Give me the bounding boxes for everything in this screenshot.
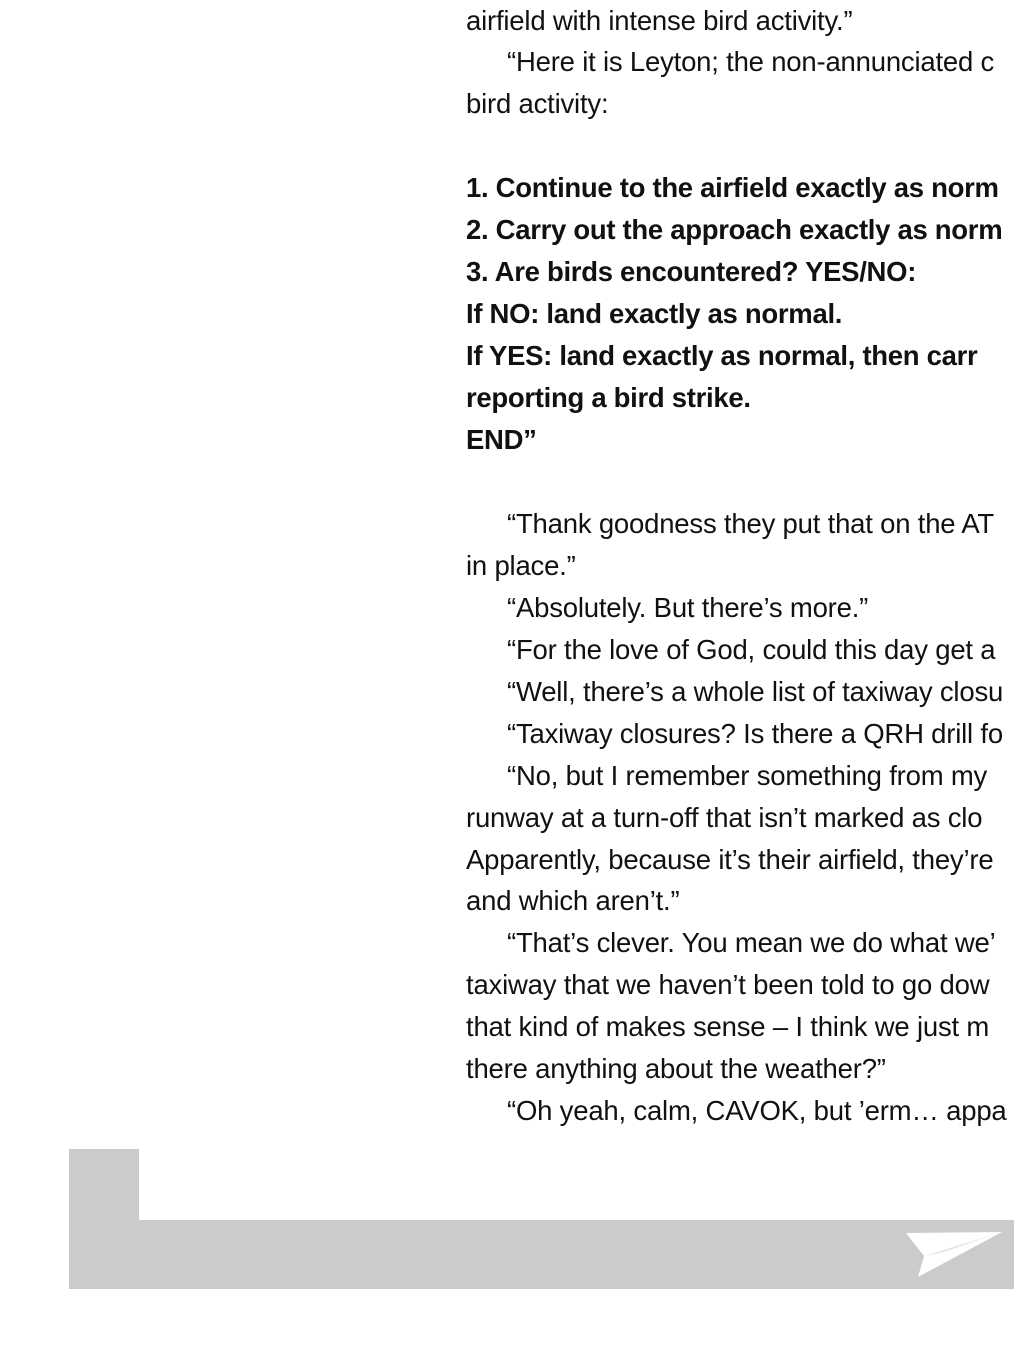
- text-line: in place.”: [466, 550, 576, 581]
- checklist-line: 1. Continue to the airfield exactly as norm: [466, 172, 999, 203]
- text-line: “Thank goodness they put that on the AT: [507, 508, 995, 539]
- text-line: there anything about the weather?”: [466, 1053, 886, 1084]
- text-line: airfield with intense bird activity.”: [466, 5, 853, 36]
- text-line: “Well, there’s a whole list of taxiway closu: [507, 676, 1004, 707]
- text-line: “No, but I remember something from my: [507, 760, 988, 791]
- footer-band: [69, 1220, 1014, 1289]
- text-line: “Oh yeah, calm, CAVOK, but ’erm… appa: [507, 1095, 1007, 1126]
- text-line: “Here it is Leyton; the non-annunciated c: [507, 46, 995, 77]
- checklist-line: END”: [466, 424, 537, 455]
- text-line: bird activity:: [466, 88, 609, 119]
- paper-plane-icon: [904, 1230, 1004, 1280]
- checklist-line: If YES: land exactly as normal, then carr: [466, 340, 978, 371]
- checklist-line: 3. Are birds encountered? YES/NO:: [466, 256, 917, 287]
- text-line: that kind of makes sense – I think we just m: [466, 1011, 990, 1042]
- footer-tab: [69, 1149, 139, 1224]
- checklist-line: 2. Carry out the approach exactly as norm: [466, 214, 1003, 245]
- book-page-text: [466, 0, 1024, 1150]
- text-line: “Absolutely. But there’s more.”: [507, 592, 869, 623]
- text-line: Apparently, because it’s their airfield, they’re: [466, 844, 994, 875]
- text-line: and which aren’t.”: [466, 885, 680, 916]
- checklist-line: If NO: land exactly as normal.: [466, 298, 843, 329]
- text-line: “That’s clever. You mean we do what we’: [507, 927, 996, 958]
- text-line: “Taxiway closures? Is there a QRH drill fo: [507, 718, 1003, 749]
- text-line: taxiway that we haven’t been told to go dow: [466, 969, 990, 1000]
- text-line: “For the love of God, could this day get a: [507, 634, 996, 665]
- checklist-line: reporting a bird strike.: [466, 382, 751, 413]
- text-line: runway at a turn-off that isn’t marked as clo: [466, 802, 983, 833]
